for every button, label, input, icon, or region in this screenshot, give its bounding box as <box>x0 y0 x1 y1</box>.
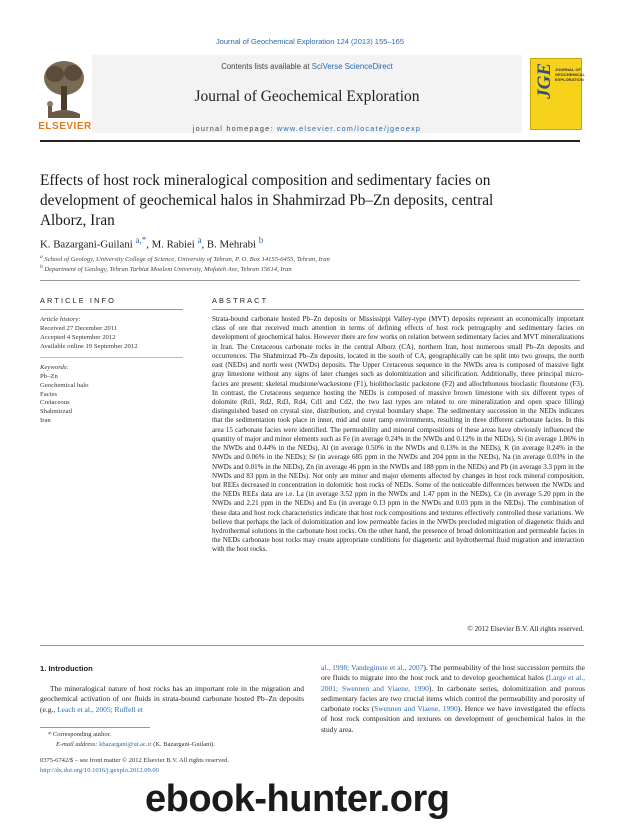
header-divider <box>40 140 580 142</box>
history-label: Article history: <box>40 316 81 323</box>
keyword: Iran <box>40 416 51 424</box>
intro-p2-text-3: ). Hence we have investigated the effects of host rock composition and textures on development of geochemical halos in the study area. <box>321 704 585 734</box>
affiliation-a-text: School of Geology, University College of Science, University of Tehran, P. O. Box 14155-6455, Tehran, Iran <box>42 256 330 264</box>
article-info-heading: ARTICLE INFO <box>40 296 116 305</box>
issn-line: 0375-6742/$ – see front matter © 2012 Elsevier B.V. All rights reserved. <box>40 757 229 764</box>
affiliation-b <box>40 264 292 273</box>
cover-abbrev: JGE <box>534 63 555 99</box>
article-info-inner-divider <box>40 357 183 358</box>
history-online: Available online 19 September 2012 <box>40 343 138 350</box>
affiliation-a <box>40 254 330 263</box>
keywords-label: Keywords: <box>40 364 69 371</box>
homepage-link[interactable]: www.elsevier.com/locate/jgeoexp <box>276 124 422 133</box>
keyword: Facies <box>40 390 58 398</box>
corr-text: Corresponding author. <box>51 731 112 738</box>
cover-title: JOURNAL OF GEOCHEMICAL EXPLORATION <box>555 67 585 82</box>
abstract-bottom-divider <box>40 645 584 646</box>
author-1-affiliation[interactable]: a, <box>135 235 142 245</box>
email-link[interactable]: kbazargani@ut.ac.ir <box>99 741 152 748</box>
corresponding-author-note <box>48 731 111 738</box>
author-1: K. Bazargani-Guilani <box>40 238 136 251</box>
introduction-paragraph-2 <box>321 663 585 735</box>
citation-link[interactable]: al., 1998; Vandeginste et al., 2007 <box>321 663 424 672</box>
citation-link[interactable]: Large et al., 2001; Swennen and Viaene, 1990 <box>321 673 585 693</box>
abstract-divider <box>212 309 584 310</box>
keyword: Pb–Zn <box>40 373 58 380</box>
author-3: , B. Mehrabi <box>201 238 259 251</box>
intro-p1-text: The mineralogical nature of host rocks has an important role in the migration and geochemical activation of ore fluids in strata-bound carbonate hosted Pb–Zn deposits (e.g., <box>40 684 304 714</box>
author-2: , M. Rabiei <box>146 238 198 251</box>
history-received: Received 27 December 2011 <box>40 325 118 332</box>
keyword: Cretaceous <box>40 399 70 407</box>
abstract-body: Strata-bound carbonate hosted Pb–Zn deposits or Mississippi Valley-type (MVT) deposits represent an economically important class of ore that received much attention in terms of defining effects of host rock petrography and sedimentary facies on development of geochemical halos. However there are few works on relation between sedimentary facies and MVT mineralizations in Iran. The Cretaceous carbonate rocks in the central Alborz (CA), northern Iran, host numerous small Pb–Zn deposits and occurrences. The Shahmirzad Pb–Zn deposits, located in the south of CA, geographically can be split into two groups, the north east (NEDs) and north west (NWDs) deposits. The Upper Cretaceous sequence in the NWDs area is composed of massive light gray limestone without any signs of later changes such as dolomitization and silicification. Additionally, three principal micro-facies are present: skeletal mudstone/wackestone (F1), biolithoclastic packstone (F2) and allochthonous bioclastic floutstone (F3). In contrast, the Cretaceous sequence hosting the NEDs is composed of massive brown limestone with six different types of dolomite (Rd1, Rd2, Rd3, Rd4, Cd1 and Cd2, the two last types are related to ore mineralization and open space filling) distinguished based on crystal size, distribution, and crystal boundary shape. The sedimentary succession in the NEDs indicates that the sedimentation took place in inner, mid and outer ramp environments, resulting in three different carbonate facies. In this area 15 carbonate facies were identified. The permeability and mineral compositions of these areas have obviously influenced the quantity of major and minor elements such as Fe (in average 0.24% in the NWDs and 0.12% in the NEDs), Si (in average 1.86% in the NWDs and 0.44% in the NEDs), Al (in average 0.50% in the NWDs and 0.13% in the NEDs), K (in average 0.24% in the NWDs and 0.06% in the NEDs); Sr (in average 685 ppm in the NWDs and 204 ppm in the NEDs), Na (in average 0.03% in the NWDs and 0.01% in the NEDs), Zn (in average 46 ppm in the NWDs and 188 ppm in the NEDs) and Pb (in average 3.3 ppm in the NWDs and 83 ppm in the NEDs). Not only are minor and major elements affected by changes in host rock mineral composition, but REEs decreased in concentration in dolomitic host rocks of NEDs. Some of the noticeable differences between the NWDs and the NEDs REEs data are i.e. La (in average 3.52 ppm in the NWDs and 1.47 ppm in the NEDs), Ce (in average 5.20 ppm in the NWDs and 2.21 ppm in the NEDs) and Eu (in average 0.13 ppm in the NWDs and 0.03 ppm in the NEDs). The combination of these data and host rock characteristics indicate that host rock compositions and textures effectively controlled these variations. We believe that perhaps the lack of dolomitization and low permeable facies in the NWDs precluded migration of diagenetic fluids and hydrothermal solutions in the carbonate host rocks. On the other hand, the presence of broad dolomitization and permeable facies in the NEDs carbonate host rocks may create appropriate conditions for diagenetic and hydrothermal fluid migration and interaction with the host rocks. <box>212 315 584 554</box>
journal-reference[interactable]: Journal of Geochemical Exploration 124 (2013) 155–165 <box>215 37 405 46</box>
contents-prefix: Contents lists available at <box>221 62 312 71</box>
article-info-divider <box>40 309 183 310</box>
history-accepted: Accepted 4 September 2012 <box>40 334 116 341</box>
author-2-affiliation[interactable]: a <box>197 235 202 245</box>
affiliation-b-text: Department of Geology, Tehran Tarbiat Moalem University, Mofateh Ave, Tehran 15614, Iran <box>42 266 292 274</box>
intro-p2-text-2: ). In carbonate series, dolomitization and porous sedimentary facies are two crucial items which control the permeability and porosity of carbonate rocks ( <box>321 683 585 714</box>
elsevier-tree-logo <box>40 56 88 120</box>
affiliation-b-marker: b <box>40 264 43 270</box>
homepage-prefix: journal homepage: <box>192 124 277 133</box>
copyright-notice: © 2012 Elsevier B.V. All rights reserved. <box>467 625 584 633</box>
journal-name: Journal of Geochemical Exploration <box>194 88 420 105</box>
doi-link[interactable]: http://dx.doi.org/10.1016/j.gexplo.2012.09.00 <box>40 767 159 774</box>
watermark-text: ebook-hunter.org <box>145 778 450 820</box>
email-suffix: (K. Bazargani-Guilani). <box>151 741 215 748</box>
email-label: E-mail address: <box>56 741 100 748</box>
keyword: Shahmirzad <box>40 408 72 416</box>
affiliation-divider <box>40 280 580 281</box>
journal-cover-thumbnail[interactable] <box>530 58 585 130</box>
corresponding-author-star[interactable]: * <box>141 235 147 245</box>
footnote-divider <box>40 727 150 728</box>
journal-homepage <box>92 124 522 133</box>
article-title: Effects of host rock mineralogical composition and sedimentary facies on development of geochemical halos in Shahmirzad Pb–Zn deposits, central Alborz, Iran <box>40 172 494 229</box>
author-3-affiliation[interactable]: b <box>258 235 264 245</box>
keyword: Geochemical halo <box>40 381 89 389</box>
author-list <box>40 235 263 251</box>
citation-link[interactable]: Leach et al., 2005; Ruffell et <box>57 704 143 714</box>
citation-link[interactable]: Swennen and Viaene, 1990 <box>374 704 458 714</box>
elsevier-wordmark: ELSEVIER <box>38 121 92 132</box>
affiliation-a-marker: a <box>40 254 43 260</box>
introduction-heading: 1. Introduction <box>40 664 93 673</box>
corr-star: * <box>48 731 52 738</box>
email-note <box>56 741 215 748</box>
sciencedirect-link[interactable]: SciVerse ScienceDirect <box>311 62 393 71</box>
contents-line <box>92 62 522 71</box>
abstract-heading: ABSTRACT <box>212 296 269 305</box>
keywords-list <box>40 373 88 426</box>
intro-p2-text-1: ). The permeability of the host succession permits the ore fluids to migrate into the host rock and to develop geochemical halos ( <box>321 663 585 683</box>
introduction-paragraph-1 <box>40 684 304 715</box>
